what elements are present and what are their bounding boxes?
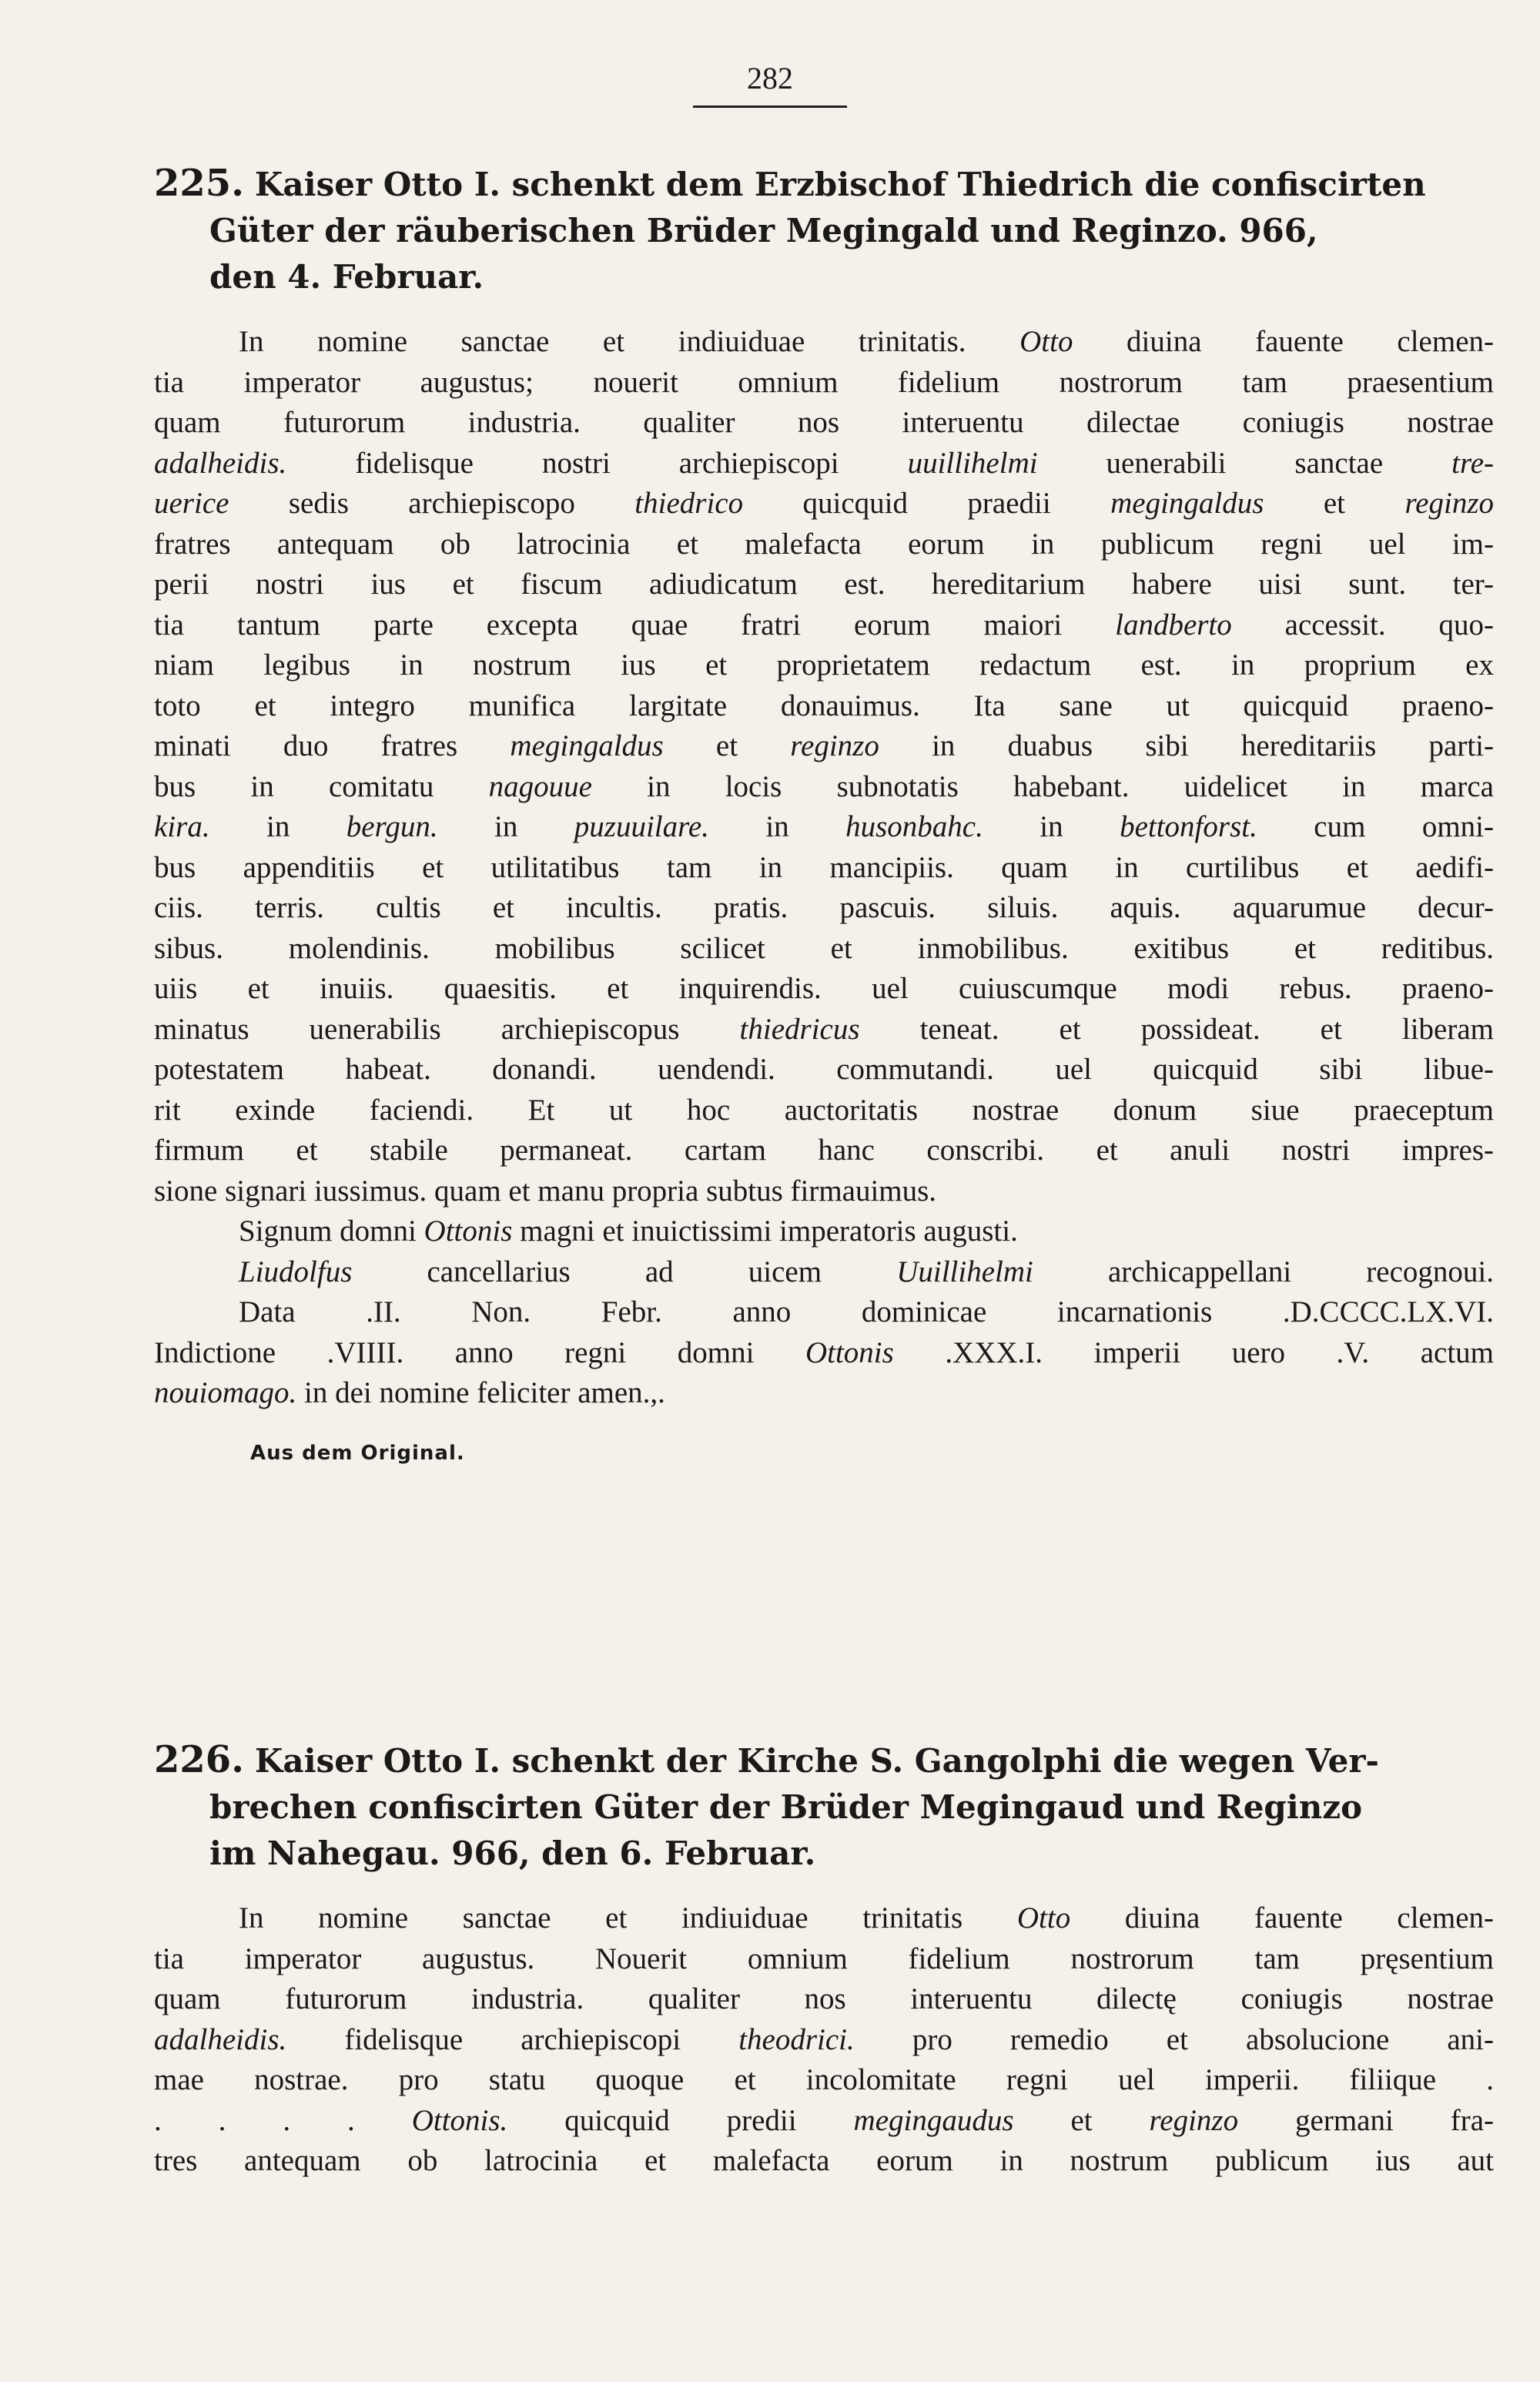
entry-number: 226. [154,1738,244,1781]
text-line: sibus. molendinis. mobilibus scilicet et inmobilibus. exitibus et reditibus. [154,931,1494,965]
heading-line: den 4. Februar. [209,258,484,296]
text-line: firmum et stabile permaneat. cartam hanc conscribi. et anuli nostri impres- [154,1134,1494,1167]
entry-heading [154,1737,1494,1877]
text-line: sione signari iussimus. quam et manu propria subtus firmauimus. [154,1174,937,1208]
dating-line: nouiomago. in dei nomine feliciter amen.,. [154,1376,665,1409]
text-line: toto et integro munifica largitate donauimus. Ita sane ut quicquid praeno- [154,688,1494,722]
text-line: minati duo fratres megingaldus et reginzo in duabus sibi hereditariis parti- [154,729,1494,762]
text-line: adalheidis. fidelisque archiepiscopi theodrici. pro remedio et absolucione ani- [154,2022,1494,2056]
text-line: potestatem habeat. donandi. uendendi. commutandi. uel quicquid sibi libue- [154,1053,1494,1086]
text-line: bus appenditiis et utilitatibus tam in mancipiis. quam in curtilibus et aedifi- [154,850,1494,884]
signum-block [154,1211,1494,1414]
text-line: tres antequam ob latrocinia et malefacta eorum in nostrum publicum ius aut [154,2144,1494,2177]
entry-heading [154,160,1494,300]
text-line: . . . . Ottonis. quicquid predii megingaudus et reginzo germani fra- [154,2103,1495,2137]
text-line: tia imperator augustus. Nouerit omnium fidelium nostrorum tam pręsentium [154,1941,1494,1975]
text-line: rit exinde faciendi. Et ut hoc auctoritatis nostrae donum siue praeceptum [154,1093,1494,1127]
heading-line: im Nahegau. 966, den 6. Februar. [209,1834,816,1872]
text-line: tia tantum parte excepta quae fratri eorum maiori landberto accessit. quo- [154,608,1494,642]
charter-text [154,322,1494,1211]
page-number: 282 [693,60,847,108]
recognition-line: Liudolfus cancellarius ad uicem Uuillihelmi archicappellani recognoui. [239,1255,1494,1288]
heading-line: Kaiser Otto I. schenkt der Kirche S. Gangolphi die wegen Ver- [254,1742,1379,1780]
heading-line: brechen confiscirten Güter der Brüder Megingaud und Reginzo [209,1788,1363,1826]
text-line: In nomine sanctae et indiuiduae trinitatis. Otto diuina fauente clemen- [239,325,1495,358]
text-line: perii nostri ius et fiscum adiudicatum est. hereditarium habere uisi sunt. ter- [154,568,1494,601]
text-line: In nomine sanctae et indiuiduae trinitatis Otto diuina fauente clemen- [239,1901,1495,1935]
text-line: quam futurorum industria. qualiter nos interuentu dilectę coniugis nostrae [154,1982,1494,2015]
text-line: mae nostrae. pro statu quoque et incolomitate regni uel imperii. filiique . [154,2063,1494,2096]
charter-text [154,1898,1494,2182]
heading-line: Kaiser Otto I. schenkt dem Erzbischof Thiedrich die confiscirten [254,166,1426,203]
dating-line: Indictione .VIIII. anno regni domni Ottonis .XXX.I. imperii uero .V. actum [154,1335,1494,1369]
text-line: ciis. terris. cultis et incultis. pratis. pascuis. siluis. aquis. aquarumue decur- [154,891,1494,924]
source-note: Aus dem Original. [250,1441,465,1465]
entry-number: 225. [154,162,244,205]
text-line: uiis et inuiis. quaesitis. et inquirendis. uel cuiuscumque modi rebus. praeno- [154,972,1494,1005]
text-line: quam futurorum industria. qualiter nos interuentu dilectae coniugis nostrae [154,406,1494,439]
text-line: bus in comitatu nagouue in locis subnotatis habebant. uidelicet in marca [154,769,1494,803]
text-line: uerice sedis archiepiscopo thiedrico quicquid praedii megingaldus et reginzo [154,487,1494,520]
dating-line: Data .II. Non. Febr. anno dominicae incarnationis .D.CCCC.LX.VI. [239,1295,1494,1328]
text-line: fratres antequam ob latrocinia et malefacta eorum in publicum regni uel im- [154,527,1494,561]
text-line: niam legibus in nostrum ius et proprietatem redactum est. in proprium ex [154,648,1494,682]
text-line: adalheidis. fidelisque nostri archiepiscopi uuillihelmi uenerabili sanctae tre- [154,446,1494,480]
text-line: tia imperator augustus; nouerit omnium fidelium nostrorum tam praesentium [154,365,1494,399]
charter-entry-226 [154,1737,1494,2182]
charter-entry-225 [154,160,1494,1465]
heading-line: Güter der räuberischen Brüder Megingald und Reginzo. 966, [209,212,1318,250]
name-otto: Otto [1019,325,1073,358]
text-line: kira. in bergun. in puzuuilare. in husonbahc. in bettonforst. cum omni- [154,810,1495,843]
signum-line: Signum domni Ottonis magni et inuictissimi imperatoris augusti. [239,1214,1018,1248]
text-line: minatus uenerabilis archiepiscopus thiedricus teneat. et possideat. et liberam [154,1012,1494,1046]
